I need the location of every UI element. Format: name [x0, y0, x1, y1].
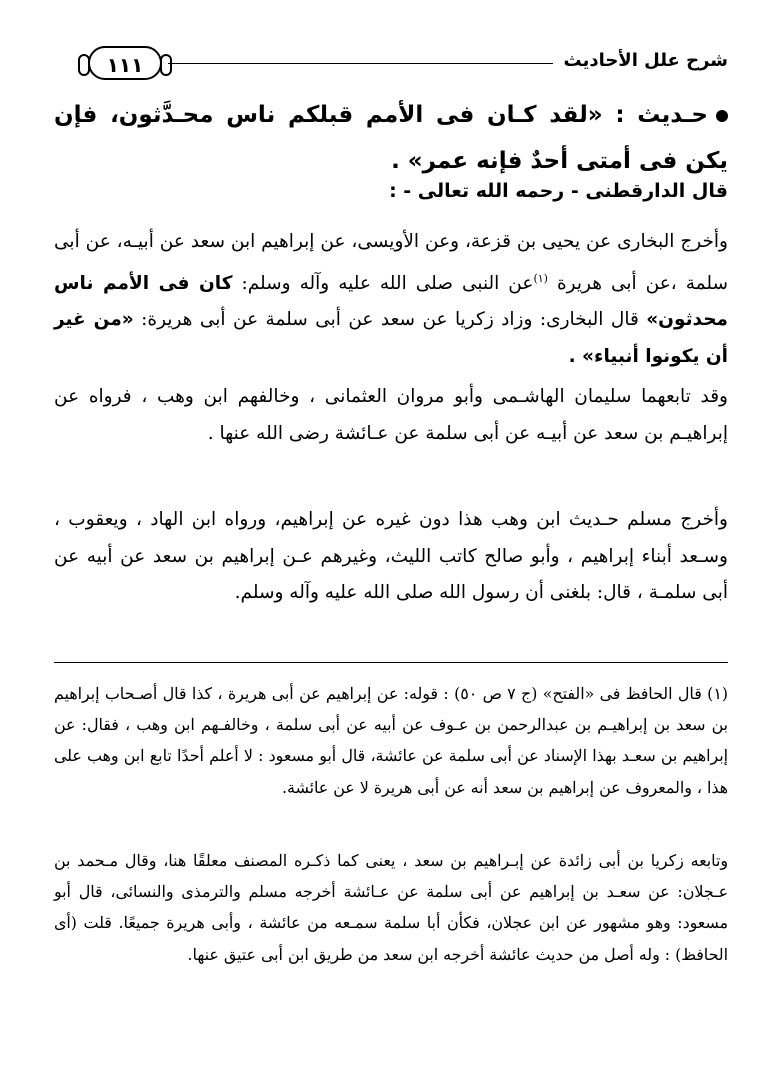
paragraph-3: وأخرج مسلم حـديث ابن وهب هذا دون غيره عن إبراهيم، ورواه ابن الهاد ، ويعقوب ، وسـعد أبناء إبراهيم ، وأبو صالح كاتب الليث، وغيرهم عـن إبراهيم بن سعد عن أبيه عن أبى سلمـة ، قال: بلغنى أن رسول الله صلى الله عليه وآله وسلم.: [54, 509, 728, 604]
quoted-hadith-2: «من غير أن يكونوا أنبياء» .: [54, 309, 728, 367]
page-number: ١١١: [88, 46, 162, 80]
paragraph-2: وقد تابعهما سليمان الهاشـمى وأبو مروان العثمانى ، وخالفهم ابن وهب ، فرواه عن إبراهيـم بن سعد عن أبيـه عن أبى سلمة عن عـائشة رضى الله عنها .: [54, 386, 728, 444]
paragraph-1-text-b: عن النبى صلى الله عليه وآله وسلم:: [232, 272, 534, 294]
header-rule: [168, 63, 553, 64]
hadith-quote: «لقد كـان فى الأمم قبلكم ناس محـدَّثون، فإن يكن فى أمتى أحدٌ فإنه عمر» .: [54, 102, 728, 174]
paragraph-1-text-c: قال البخارى: وزاد زكريا عن سعد عن أبى سلمة عن أبى هريرة:: [133, 309, 647, 331]
page-header: [88, 46, 728, 86]
paragraph-1: [54, 224, 728, 376]
footnote-1-text: قال الحافظ فى «الفتح» (ج ٧ ص ٥٠) : قوله: عن إبراهيم عن أبى هريرة ، كذا قال أصـحاب إبراهيم بن سعد بن إبراهيـم بن عبدالرحمن بن عـوف عن أبيه عن أبى سلمة ، وخالفـهم ابن وهب ، فقال: عن إبراهيم بن سعـد بهذا الإسناد عن أبى سلمة عن عائشة، قال أبو مسعود : لا أعلم أحدًا تابع ابن وهب على هذا ، والمعروف عن إبراهيم بن سعد أنه عن أبى هريرة لا عن عائشة.: [54, 684, 728, 797]
running-title: شرح علل الأحاديث: [563, 50, 728, 71]
hadith-label: حـديث :: [615, 102, 709, 128]
paragraph-1-text-a: وأخرج البخارى عن يحيى بن قزعة، وعن الأويسى، عن إبراهيم ابن سعد عن أبيـه، عن أبى سلمة ،عن أبى هريرة: [54, 231, 728, 294]
section-heading: قال الدارقطنى - رحمه الله تعالى - :: [389, 180, 728, 202]
bullet-icon: [716, 110, 728, 122]
quoted-hadith-1: كان فى الأمم ناس محدثون»: [54, 272, 728, 331]
footnote-1: [54, 678, 728, 803]
hadith-text: [54, 92, 728, 184]
footnote-ref: (١): [533, 271, 548, 285]
footnote-number: (١): [707, 684, 728, 703]
footnote-1-continued: وتابعه زكريا بن أبى زائدة عن إبـراهيم بن سعد ، يعنى كما ذكـره المصنف معلقًا هنا، وقال مـحمد بن عـجلان: عن سعـد بن إبراهيم عن أبى سلمة عن عـائشة أخرجه مسلم والترمذى والنسائى، قال أبو مسعود: وهو مشهور عن ابن عجلان، فكأن أبا سلمة سمـعه من عائشة ، وأبى هريرة جميعًا. قلت (أى الحافظ) : وله أصل من حديث عائشة أخرجه ابن سعد من طريق ابن أبى عتيق عنها.: [54, 851, 728, 964]
footnote-separator: [54, 662, 728, 663]
